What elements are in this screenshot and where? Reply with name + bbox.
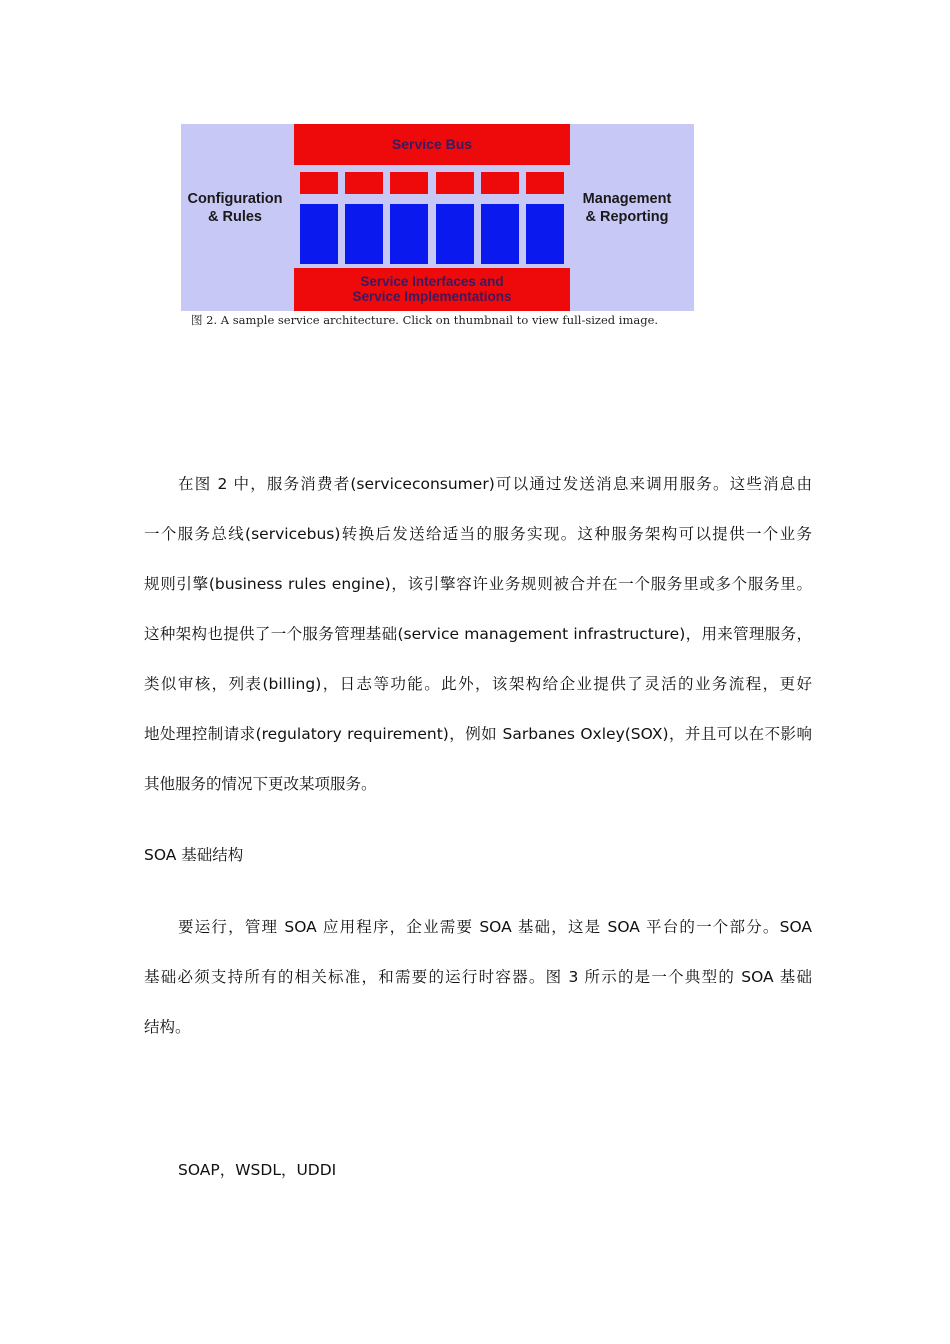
paragraph-line: 其他服务的情况下更改某项服务。	[144, 775, 377, 793]
paragraph-line: 类似审核，列表(billing)，日志等功能。此外，该架构给企业提供了灵活的业务流程，更好	[144, 675, 812, 693]
service-interface-cell	[436, 172, 474, 194]
service-interfaces-bar: Service Interfaces and Service Implementations	[294, 268, 570, 311]
service-cell	[345, 204, 383, 264]
paragraph-service-bus	[144, 459, 812, 809]
paragraph-line: 基础必须支持所有的相关标准，和需要的运行时容器。图 3 所示的是一个典型的 SOA 基础	[144, 968, 812, 986]
management-reporting-label: Management & Reporting	[582, 191, 672, 225]
configuration-rules-label: Configuration & Rules	[187, 191, 283, 225]
section-heading: SOA 基础结构	[144, 846, 244, 864]
service-cell	[436, 204, 474, 264]
paragraph-line: 在图 2 中，服务消费者(serviceconsumer)可以通过发送消息来调用服务。这些消息由	[178, 475, 812, 493]
paragraph-line: 结构。	[144, 1018, 191, 1036]
service-cell	[481, 204, 519, 264]
service-interface-cell	[300, 172, 338, 194]
soap-wsdl-uddi-text: SOAP，WSDL，UDDI	[178, 1161, 337, 1179]
service-bus-bar: Service Bus	[294, 124, 570, 165]
service-cell	[526, 204, 564, 264]
paragraph-line: 规则引擎(business rules engine)，该引擎容许业务规则被合并在一个服务里或多个服务里。	[144, 575, 812, 593]
service-interface-cell	[481, 172, 519, 194]
service-cell	[390, 204, 428, 264]
service-architecture-figure	[181, 124, 694, 311]
paragraph-line: 地处理控制请求(regulatory requirement)，例如 Sarbanes Oxley(SOX)，并且可以在不影响	[144, 725, 812, 743]
paragraph-line: 一个服务总线(servicebus)转换后发送给适当的服务实现。这种服务架构可以提供一个业务	[144, 525, 812, 543]
paragraph-line: 这种架构也提供了一个服务管理基础(service management infrastructure)，用来管理服务，	[144, 625, 812, 643]
service-interface-cell	[390, 172, 428, 194]
service-interface-cell	[345, 172, 383, 194]
service-cell	[300, 204, 338, 264]
paragraph-soa-infrastructure	[144, 902, 812, 1052]
service-interface-cell	[526, 172, 564, 194]
paragraph-line: 要运行，管理 SOA 应用程序，企业需要 SOA 基础，这是 SOA 平台的一个部分。SOA	[178, 918, 812, 936]
figure-caption: 图 2. A sample service architecture. Click on thumbnail to view full-sized image.	[191, 313, 659, 327]
